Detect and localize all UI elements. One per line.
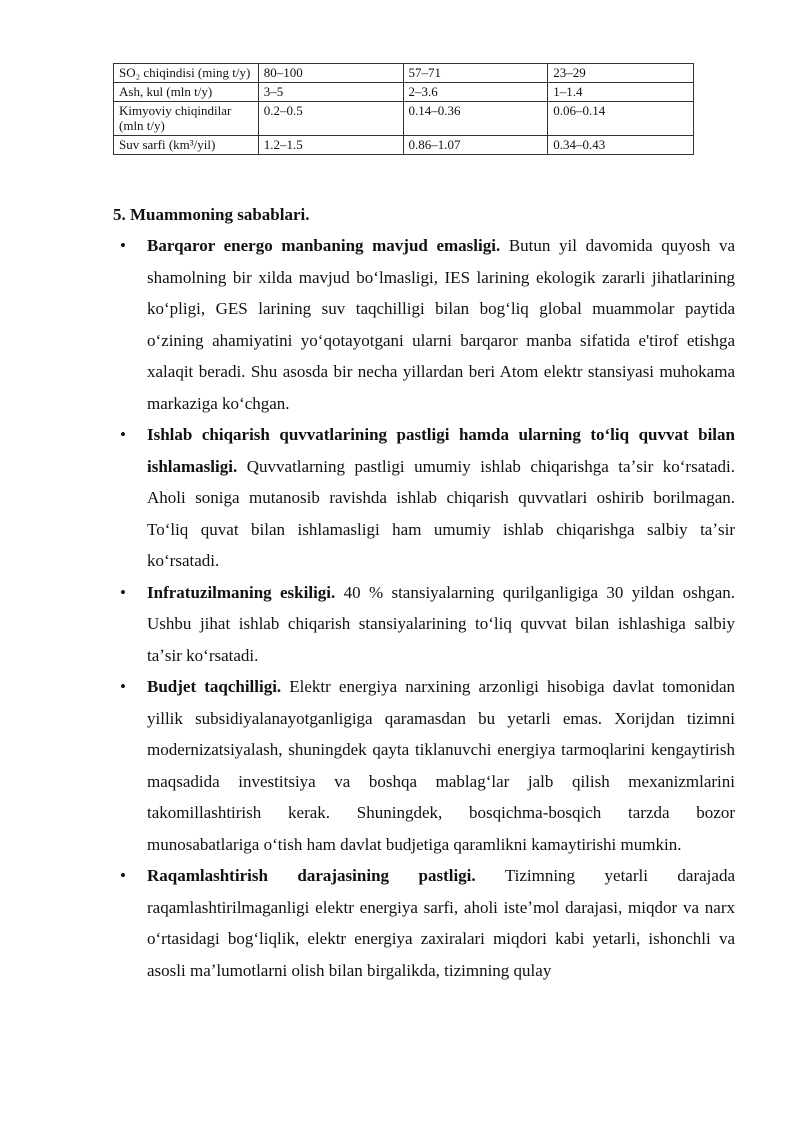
bullet-text: Elektr energiya narxining arzonligi hisobiga davlat tomonidan yillik subsidiyalanayotganligiga qaramasdan bu yetarli emas. Xorijdan tizimni modernizatsiyalash, shuningdek qayta tiklanuvchi energiya tarmoqlarini kengaytirish maqsadida investitsiya va boshqa mablagʻlar jalb qilish mexanizmlarini takomillashtirish kerak. Shuningdek, bosqichma-bosqich tarzda bozor munosabatlariga oʻtish ham davlat budjetiga qaramlikni kamaytirishi mumkin. <box>147 677 735 854</box>
bullet-icon: • <box>120 236 126 255</box>
bullet-lead: Raqamlashtirish darajasining pastligi. <box>147 866 476 885</box>
bullet-text: Butun yil davomida quyosh va shamolning bir xilda mavjud boʻlmasligi, IES larining ekologik zararli jihatlarining koʻpligi, GES larining suv taqchilligi bilan bogʻliq global muammolar paytida oʻzining ahamiyatini yoʻqotayotgani ularni barqaror manba sifatida e'tirof etishga xalaqit beradi. Shu asosda bir necha yillardan beri Atom elektr stansiyasi muhokama markaziga koʻchgan. <box>147 236 735 413</box>
bullet-text: Quvvatlarning pastligi umumiy ishlab chiqarishga taʼsir koʻrsatadi. Aholi soniga mutanosib ravishda ishlab chiqarish quvvatlari oshirib borilmagan. Toʻliq quvat bilan ishlamasligi ham umumiy ishlab chiqarishga salbiy taʼsir koʻrsatadi. <box>147 456 735 570</box>
table-cell: 0.2–0.5 <box>258 102 403 136</box>
table-cell: 0.06–0.14 <box>548 102 694 136</box>
table-cell: SO₂ chiqindisi (ming t/y) <box>114 64 259 83</box>
list-item <box>120 860 735 986</box>
table-cell: 1.2–1.5 <box>258 136 403 155</box>
table-cell: Kimyoviy chiqindilar (mln t/y) <box>114 102 259 136</box>
table-row <box>114 64 694 83</box>
table-cell: 0.14–0.36 <box>403 102 548 136</box>
emissions-table <box>113 63 694 155</box>
bullet-lead: Budjet taqchilligi. <box>147 677 282 696</box>
list-item <box>120 671 735 860</box>
table-cell: 3–5 <box>258 83 403 102</box>
section-heading: 5. Muammoning sabablari. <box>113 205 310 224</box>
table-cell: Ash, kul (mln t/y) <box>114 83 259 102</box>
table-cell: 23–29 <box>548 64 694 83</box>
table-row <box>114 102 694 136</box>
bullet-icon: • <box>120 425 126 444</box>
bullet-text: Tizimning yetarli darajada raqamlashtirilmaganligi elektr energiya sarfi, aholi isteʼmol darajasi, miqdor va narx oʻrtasidagi bogʻliqlik, elektr energiya zaxiralari miqdori kabi yetarli, ishonchli va asosli maʼlumotlarni olish bilan birgalikda, tizimning qulay <box>147 866 735 980</box>
bullet-icon: • <box>120 582 126 602</box>
table-row <box>114 83 694 102</box>
table-cell: 1–1.4 <box>548 83 694 102</box>
table-cell: 57–71 <box>403 64 548 83</box>
bullet-text: 40 % stansiyalarning qurilganligiga 30 yildan oshgan. Ushbu jihat ishlab chiqarish stansiyalarining toʻliq quvvat bilan ishlashiga salbiy taʼsir koʻrsatadi. <box>147 582 735 665</box>
table-cell: 80–100 <box>258 64 403 83</box>
bullet-lead: Ishlab chiqarish quvvatlarining pastligi hamda ularning toʻliq quvvat bilan ishlamasligi. <box>147 425 735 476</box>
list-item <box>120 419 735 577</box>
table-cell: Suv sarfi (km³/yil) <box>114 136 259 155</box>
table-cell: 0.86–1.07 <box>403 136 548 155</box>
table-cell: 2–3.6 <box>403 83 548 102</box>
list-item <box>120 577 735 672</box>
bullet-lead: Infratuzilmaning eskiligi. <box>147 582 336 602</box>
bullet-lead: Barqaror energo manbaning mavjud emasligi. <box>147 236 501 255</box>
table-cell: 0.34–0.43 <box>548 136 694 155</box>
causes-list <box>0 230 800 986</box>
bullet-icon: • <box>120 677 126 696</box>
bullet-icon: • <box>120 866 126 885</box>
list-item <box>120 230 735 419</box>
table-row <box>114 136 694 155</box>
